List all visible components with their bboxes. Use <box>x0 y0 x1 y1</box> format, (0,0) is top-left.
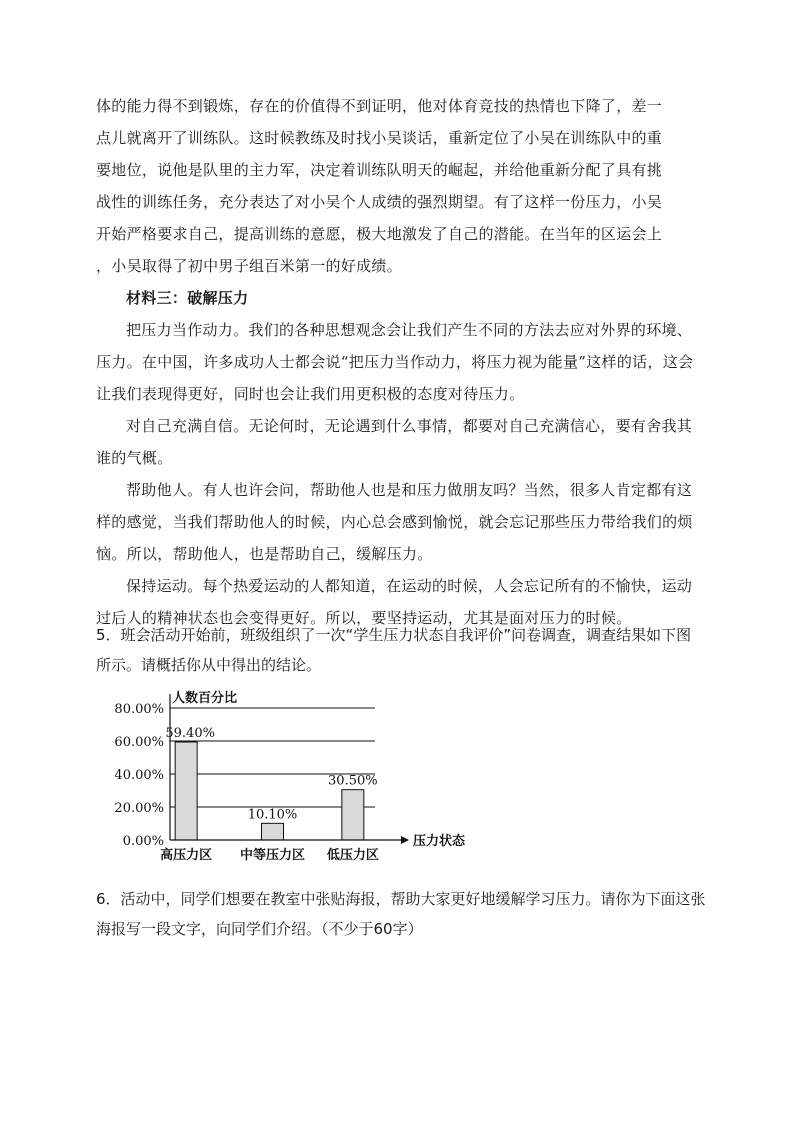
intro-line: 点儿就离开了训练队。这时候教练及时找小吴谈话，重新定位了小吴在训练队中的重 <box>96 129 663 147</box>
y-tick-label: 0.00% <box>122 834 164 849</box>
y-tick-label: 40.00% <box>114 768 164 783</box>
intro-line: ，小吴取得了初中男子组百米第一的好成绩。 <box>96 257 403 275</box>
intro-line: 要地位，说他是队里的主力军，决定着训练队明天的崛起，并给他重新分配了具有挑 <box>96 161 663 179</box>
intro-line: 战性的训练任务，充分表达了对小吴个人成绩的强烈期望。有了这样一份压力，小吴 <box>96 193 663 211</box>
x-tick-label: 低压力区 <box>326 848 379 863</box>
y-axis-label: 人数百分比 <box>172 691 238 706</box>
bar <box>342 790 364 840</box>
question-6: 6．活动中，同学们想要在教室中张贴海报，帮助大家更好地缓解学习压力。请你为下面这张海报写一段文字，向同学们介绍。（不少于60字） <box>96 890 706 938</box>
x-axis-label: 压力状态 <box>413 834 466 849</box>
paragraph-motivation: 把压力当作动力。我们的各种思想观念会让我们产生不同的方法去应对外界的环境、压力。在中国，许多成功人士都会说“把压力当作动力，将压力视为能量”这样的话，这会让我们表现得更好，同时也会让我们用更积极的态度对待压力。 <box>96 321 694 403</box>
y-tick-label: 60.00% <box>114 735 164 750</box>
bar-value-label: 30.50% <box>328 773 378 789</box>
x-axis-arrow <box>401 836 409 844</box>
paragraph-confidence: 对自己充满自信。无论何时，无论遇到什么事情，都要对自己充满信心，要有舍我其谁的气概。 <box>96 417 693 467</box>
bar-value-label: 59.40% <box>165 725 215 741</box>
bar-value-label: 10.10% <box>247 807 298 823</box>
chart-ticks <box>114 702 164 849</box>
bar <box>262 823 284 840</box>
intro-line: 体的能力得不到锻炼，存在的价值得不到证明，他对体育竞技的热情也下降了，差一 <box>96 97 663 115</box>
paragraph-helping: 帮助他人。有人也许会问，帮助他人也是和压力做朋友吗？当然，很多人肯定都有这样的感觉，当我们帮助他人的时候，内心总会感到愉悦，就会忘记那些压力带给我们的烦恼。所以，帮助他人，也是帮助自己，缓解压力。 <box>96 481 693 563</box>
chart-svg <box>100 688 500 868</box>
paragraph-exercise: 保持运动。每个热爱运动的人都知道，在运动的时候，人会忘记所有的不愉快，运动过后人的精神状态也会变得更好。所以，要坚持运动，尤其是面对压力的时候。 <box>96 577 693 627</box>
y-tick-label: 20.00% <box>114 801 164 816</box>
x-tick-label: 高压力区 <box>160 848 213 863</box>
bar <box>175 742 197 840</box>
chart-bars <box>175 742 364 840</box>
x-tick-label: 中等压力区 <box>239 848 306 863</box>
material-heading: 材料三：破解压力 <box>126 289 249 307</box>
intro-line: 开始严格要求自己，提高训练的意愿，极大地激发了自己的潜能。在当年的区运会上 <box>96 225 663 243</box>
y-tick-label: 80.00% <box>114 702 164 717</box>
pressure-bar-chart <box>100 688 500 868</box>
question-5: 5．班会活动开始前，班级组织了一次“学生压力状态自我评价”问卷调查，调查结果如下图所示。请概括你从中得出的结论。 <box>96 626 692 674</box>
